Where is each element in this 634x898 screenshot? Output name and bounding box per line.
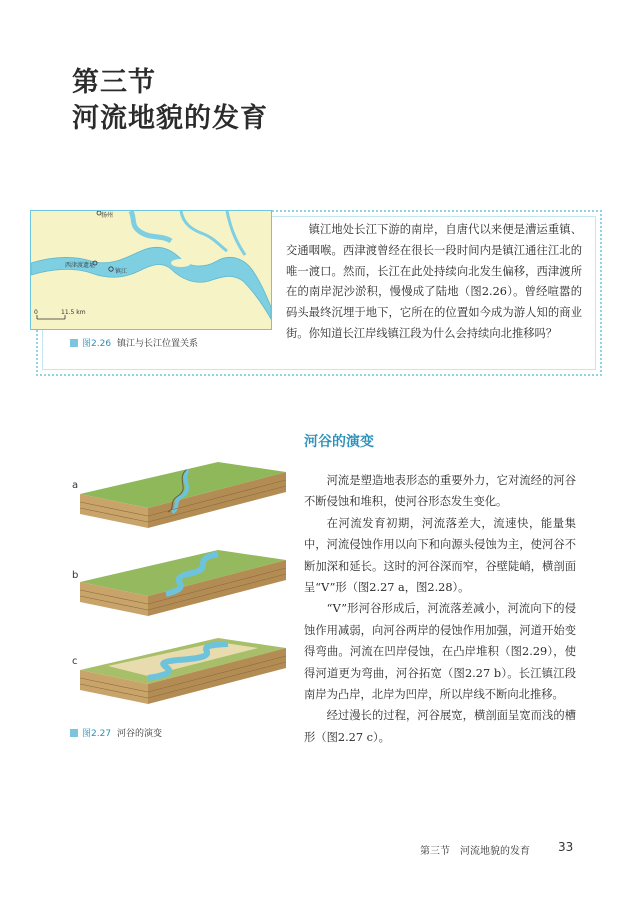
figure-226-text: 镇江与长江位置关系 (117, 339, 199, 349)
block-c (80, 638, 286, 704)
body-text (304, 470, 576, 748)
map-label-city: 镇江 (115, 268, 128, 275)
figure-label-b: b (72, 570, 79, 581)
caption-marker-icon (70, 339, 78, 347)
figure-227-caption (70, 726, 162, 739)
intro-paragraph: 镇江地处长江下游的南岸，自唐代以来便是漕运重镇、交通咽喉。西津渡曾经在很长一段时间内是镇江通往江北的唯一渡口。然而，长江在此处持续向北发生偏移，西津渡所在的南岸泥沙淤积，慢慢成了陆地（图2.26）。曾经喧嚣的码头最终沉埋于地下，它所在的位置如今成为游人知的商业街。你知道长江岸线镇江段为什么会持续向北推移吗？ (286, 223, 582, 340)
body-paragraph-3: “V”形河谷形成后，河流落差减小，河流向下的侵蚀作用减弱，向河谷两岸的侵蚀作用加强，河道开始变得弯曲。河流在凹岸侵蚀，在凸岸堆积（图2.29），使得河道更为弯曲，河谷拓宽（图2.27 b）。长江镇江段南岸为凸岸，北岸为凹岸，所以岸线不断向北推移。 (304, 602, 576, 702)
body-paragraph-4: 经过漫长的过程，河谷展宽，横剖面呈宽而浅的槽形（图2.27 c）。 (304, 709, 576, 744)
running-footer: 第三节 河流地貌的发育 (420, 846, 530, 857)
caption-marker-icon (70, 729, 78, 737)
section-heading: 河谷的演变 (304, 434, 374, 450)
body-paragraph-2: 在河流发育初期，河流落差大，流速快，能量集中，河流侵蚀作用以向下和向源头侵蚀为主，使河谷不断加深和延长。这时的河谷深而窄，谷壁陡峭，横剖面呈“V”形（图2.27 a，图2.28）。 (304, 516, 576, 595)
map-label-north-city: 扬州 (101, 212, 114, 219)
figure-227-number: 图2.27 (82, 729, 112, 739)
figure-227-text: 河谷的演变 (117, 729, 163, 739)
map-scale-zero: 0 (34, 309, 38, 316)
block-b (80, 550, 286, 616)
figure-226-caption (70, 336, 198, 349)
page-title: 河流地貌的发育 (72, 103, 268, 134)
page-number: 33 (558, 840, 574, 854)
figure-label-a: a (72, 480, 79, 491)
body-paragraph-1: 河流是塑造地表形态的重要外力，它对流经的河谷不断侵蚀和堆积，使河谷形态发生变化。 (304, 474, 576, 509)
map-label-ferry: 西津渡遗址 (65, 262, 96, 269)
block-a (80, 462, 286, 528)
figure-226-number: 图2.26 (82, 339, 112, 349)
intro-text (286, 220, 582, 345)
map-figure (30, 210, 272, 330)
valley-evolution-graphic (68, 450, 290, 720)
figure-label-c: c (72, 656, 78, 667)
section-number: 第三节 (72, 67, 156, 98)
map-scale-label: 11.5 km (61, 309, 86, 316)
figure-227 (68, 450, 290, 720)
